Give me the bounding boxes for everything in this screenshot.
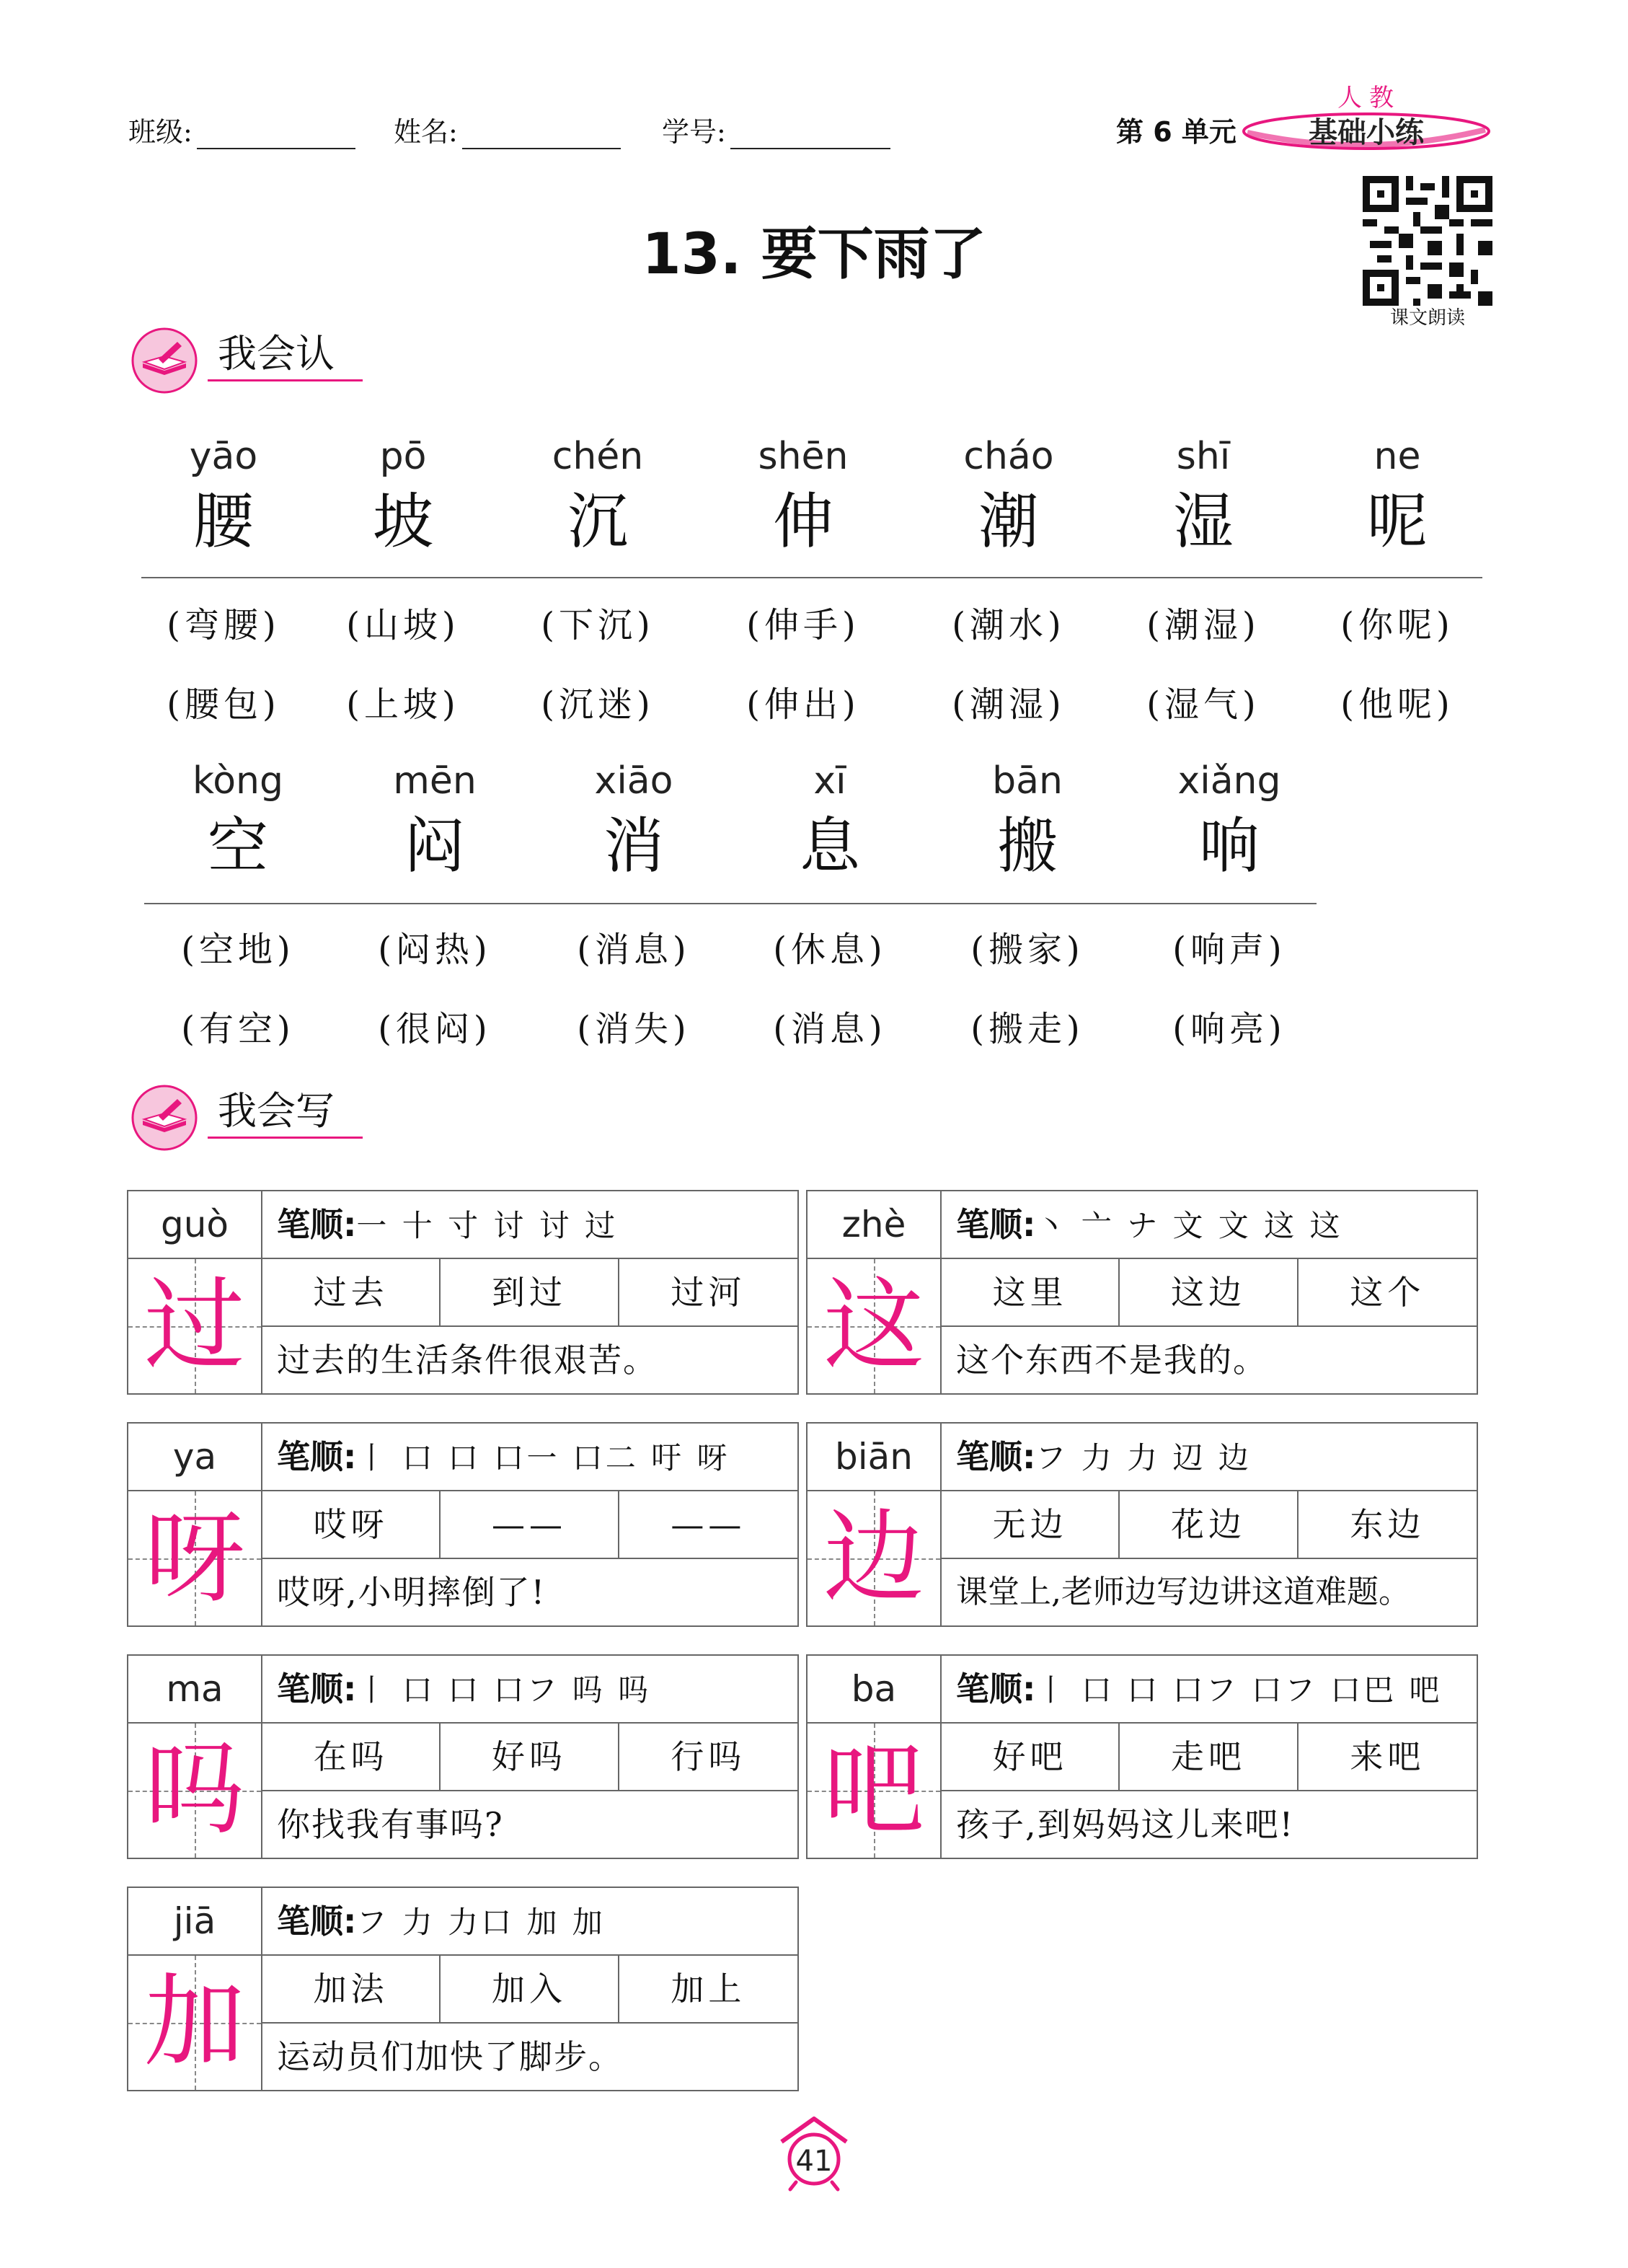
model-character: 这 xyxy=(823,1267,924,1385)
write-card-ba xyxy=(806,1654,1478,1859)
model-character: 边 xyxy=(823,1499,924,1617)
card-word: —— xyxy=(671,1505,746,1544)
class-blank[interactable] xyxy=(197,118,355,149)
char-hanzi: 息 xyxy=(799,811,860,881)
tianzige-box[interactable] xyxy=(808,1724,942,1858)
card-pinyin: ma xyxy=(128,1656,262,1724)
card-pinyin: jiā xyxy=(128,1888,262,1956)
word-item: (消息) xyxy=(577,930,691,970)
char-cell xyxy=(733,756,927,886)
card-stroke-order xyxy=(262,1888,797,1956)
char-hanzi: 湿 xyxy=(1172,486,1234,557)
word-item: (搬走) xyxy=(970,1009,1084,1049)
write-card-guo xyxy=(127,1190,799,1395)
write-card-bian xyxy=(806,1422,1478,1627)
recognize-group2-chars xyxy=(141,756,1331,886)
word-item: (你呢) xyxy=(1340,605,1454,645)
card-word: 好吗 xyxy=(441,1724,619,1790)
stroke-label: 笔顺: xyxy=(277,1205,357,1244)
card-word: 过去 xyxy=(262,1259,441,1325)
card-word: 加上 xyxy=(671,1969,746,2008)
tianzige-box[interactable] xyxy=(128,1259,262,1393)
char-cell xyxy=(927,756,1128,886)
word-item: (潮湿) xyxy=(952,684,1066,725)
card-stroke-order xyxy=(262,1656,797,1724)
number-field xyxy=(662,110,890,149)
card-word: 行吗 xyxy=(671,1737,746,1776)
word-item: (空地) xyxy=(181,930,295,970)
tianzige-box[interactable] xyxy=(808,1491,942,1625)
word-item: (伸出) xyxy=(746,684,860,725)
card-words xyxy=(262,1259,797,1327)
word-item: (潮湿) xyxy=(1146,605,1260,645)
card-word: 无边 xyxy=(942,1491,1120,1558)
char-hanzi: 坡 xyxy=(372,486,433,557)
char-hanzi: 潮 xyxy=(978,486,1039,557)
page-title: 13. 要下雨了 xyxy=(642,222,986,287)
word-item: (下沉) xyxy=(541,605,655,645)
card-words xyxy=(262,1491,797,1559)
model-character: 加 xyxy=(143,1964,245,2081)
word-item: (伸手) xyxy=(746,605,860,645)
card-pinyin: ba xyxy=(808,1656,942,1724)
card-word: 这里 xyxy=(942,1259,1120,1325)
recognize-heading xyxy=(130,319,368,398)
stroke-sequence: 丨 口 口 口フ 口フ 口巴 吧 xyxy=(1035,1672,1443,1708)
model-character: 吗 xyxy=(143,1731,245,1849)
card-word: 走吧 xyxy=(1120,1724,1298,1790)
card-word: 过河 xyxy=(671,1273,746,1312)
char-cell xyxy=(1128,756,1331,886)
stroke-label: 笔顺: xyxy=(277,1902,357,1941)
card-word: 花边 xyxy=(1120,1491,1298,1558)
char-pinyin: kòng xyxy=(192,759,284,803)
tianzige-box[interactable] xyxy=(128,1956,262,2090)
char-cell xyxy=(911,431,1106,561)
write-card-zhe xyxy=(806,1190,1478,1395)
char-pinyin: ne xyxy=(1373,435,1421,478)
card-stroke-order xyxy=(262,1424,797,1491)
card-pinyin: ya xyxy=(128,1424,262,1491)
brand-publisher: 人教 xyxy=(1337,84,1401,112)
char-pinyin: bān xyxy=(992,759,1063,803)
word-item: (很闷) xyxy=(378,1009,492,1049)
char-hanzi: 伸 xyxy=(772,486,833,557)
page-number-text: 41 xyxy=(795,2145,833,2178)
recognize-group2-words-row2 xyxy=(141,1004,1331,1054)
card-sentence: 这个东西不是我的。 xyxy=(956,1341,1268,1380)
stroke-sequence: 丶 亠 ナ 文 文 这 这 xyxy=(1035,1208,1343,1243)
word-item: (山坡) xyxy=(346,605,460,645)
stroke-sequence: フ 力 力 辺 边 xyxy=(1035,1440,1252,1475)
stroke-label: 笔顺: xyxy=(956,1205,1036,1244)
char-hanzi: 呢 xyxy=(1366,486,1428,557)
word-item: (上坡) xyxy=(346,684,460,725)
recognize-group1-chars xyxy=(141,431,1494,561)
char-cell xyxy=(535,756,733,886)
brand-series: 基础小练 xyxy=(1309,115,1424,149)
char-pinyin: cháo xyxy=(963,435,1054,478)
recognize-group1-words-row2 xyxy=(141,679,1494,730)
char-pinyin: shēn xyxy=(758,435,849,478)
number-blank[interactable] xyxy=(730,118,890,149)
recognize-group2-words-row1 xyxy=(141,925,1331,975)
card-stroke-order xyxy=(262,1191,797,1259)
book-pencil-icon xyxy=(130,326,199,395)
word-item: (弯腰) xyxy=(167,605,280,645)
word-item: (有空) xyxy=(181,1009,295,1049)
char-hanzi: 闷 xyxy=(404,811,465,881)
card-stroke-order xyxy=(942,1191,1477,1259)
tianzige-box[interactable] xyxy=(128,1724,262,1858)
char-hanzi: 空 xyxy=(207,811,268,881)
char-cell xyxy=(1106,431,1301,561)
word-item: (湿气) xyxy=(1146,684,1260,725)
word-item: (闷热) xyxy=(378,930,492,970)
write-heading xyxy=(130,1076,368,1155)
tianzige-box[interactable] xyxy=(808,1259,942,1393)
divider-line xyxy=(141,577,1482,578)
book-pencil-icon xyxy=(130,1083,199,1152)
card-word: 哎呀 xyxy=(262,1491,441,1558)
card-sentence: 运动员们加快了脚步。 xyxy=(277,2037,623,2076)
name-blank[interactable] xyxy=(462,118,621,149)
card-word: 这边 xyxy=(1120,1259,1298,1325)
word-item: (潮水) xyxy=(952,605,1066,645)
char-hanzi: 腰 xyxy=(193,486,254,557)
stroke-label: 笔顺: xyxy=(956,1437,1036,1476)
card-words xyxy=(942,1259,1477,1327)
card-stroke-order xyxy=(942,1424,1477,1491)
card-pinyin: biān xyxy=(808,1424,942,1491)
char-hanzi: 沉 xyxy=(567,486,628,557)
word-item: (他呢) xyxy=(1340,684,1454,725)
card-word: —— xyxy=(441,1491,619,1558)
write-card-ma xyxy=(127,1654,799,1859)
stroke-label: 笔顺: xyxy=(277,1437,357,1476)
write-heading-text: 我会写 xyxy=(218,1088,335,1134)
char-pinyin: pō xyxy=(379,435,427,478)
card-sentence: 孩子,到妈妈这儿来吧! xyxy=(956,1805,1295,1844)
char-pinyin: xiāo xyxy=(594,759,673,803)
char-pinyin: mēn xyxy=(393,759,477,803)
unit-label: 第 6 单元 xyxy=(1116,116,1237,148)
model-character: 吧 xyxy=(823,1731,924,1849)
word-item: (腰包) xyxy=(167,684,280,725)
card-sentence: 过去的生活条件很艰苦。 xyxy=(277,1341,658,1380)
char-cell xyxy=(1301,431,1494,561)
recognize-heading-text: 我会认 xyxy=(218,331,335,376)
stroke-sequence: 一 十 寸 讨 讨 过 xyxy=(356,1208,619,1243)
card-word: 这个 xyxy=(1350,1273,1425,1312)
card-word: 加入 xyxy=(441,1956,619,2022)
char-hanzi: 响 xyxy=(1198,811,1260,881)
number-label: 学号: xyxy=(662,116,726,148)
write-card-jia xyxy=(127,1887,799,2091)
card-words xyxy=(262,1724,797,1791)
model-character: 呀 xyxy=(143,1499,245,1617)
write-card-ya xyxy=(127,1422,799,1627)
stroke-sequence: 丨 口 口 口一 口二 吁 呀 xyxy=(356,1440,730,1475)
char-cell xyxy=(306,431,500,561)
char-cell xyxy=(335,756,535,886)
word-item: (消失) xyxy=(577,1009,691,1049)
card-word: 东边 xyxy=(1350,1505,1425,1544)
model-character: 过 xyxy=(143,1267,245,1385)
char-hanzi: 搬 xyxy=(996,811,1058,881)
card-word: 加法 xyxy=(262,1956,441,2022)
card-sentence: 课堂上,老师边写边讲这道难题。 xyxy=(956,1574,1410,1610)
name-label: 姓名: xyxy=(394,116,458,148)
card-word: 到过 xyxy=(441,1259,619,1325)
card-word: 在吗 xyxy=(262,1724,441,1790)
card-words xyxy=(262,1956,797,2024)
stroke-label: 笔顺: xyxy=(956,1669,1036,1708)
word-item: (休息) xyxy=(773,930,887,970)
char-cell xyxy=(141,431,306,561)
stroke-sequence: 丨 口 口 口フ 吗 吗 xyxy=(356,1672,652,1708)
card-word: 好吧 xyxy=(942,1724,1120,1790)
word-item: (搬家) xyxy=(970,930,1084,970)
card-words xyxy=(942,1724,1477,1791)
stroke-sequence: フ 力 力口 加 加 xyxy=(356,1905,606,1940)
stroke-label: 笔顺: xyxy=(277,1669,357,1708)
card-word: 来吧 xyxy=(1350,1737,1425,1776)
char-pinyin: xī xyxy=(813,759,846,803)
class-field xyxy=(128,110,355,149)
card-stroke-order xyxy=(942,1656,1477,1724)
qr-caption: 课文朗读 xyxy=(1389,307,1465,329)
word-item: (响声) xyxy=(1172,930,1286,970)
tianzige-box[interactable] xyxy=(128,1491,262,1625)
char-hanzi: 消 xyxy=(603,811,664,881)
card-words xyxy=(942,1491,1477,1559)
name-field xyxy=(394,110,621,149)
word-item: (响亮) xyxy=(1172,1009,1286,1049)
word-item: (消息) xyxy=(773,1009,887,1049)
brand-pill xyxy=(1240,108,1492,151)
card-pinyin: zhè xyxy=(808,1191,942,1259)
card-sentence: 你找我有事吗? xyxy=(277,1805,504,1844)
heading-underline xyxy=(208,379,363,381)
char-cell xyxy=(141,756,335,886)
char-cell xyxy=(500,431,695,561)
recognize-group1-words-row1 xyxy=(141,600,1494,650)
char-pinyin: shī xyxy=(1176,435,1231,478)
char-pinyin: chén xyxy=(552,435,644,478)
char-pinyin: xiǎng xyxy=(1177,759,1281,803)
class-label: 班级: xyxy=(128,116,193,148)
heading-underline xyxy=(208,1137,363,1139)
word-item: (沉迷) xyxy=(541,684,655,725)
card-pinyin: guò xyxy=(128,1191,262,1259)
page-number xyxy=(774,2113,854,2192)
card-sentence: 哎呀,小明摔倒了! xyxy=(277,1573,547,1612)
char-cell xyxy=(695,431,911,561)
divider-line xyxy=(144,903,1317,904)
char-pinyin: yāo xyxy=(189,435,258,478)
